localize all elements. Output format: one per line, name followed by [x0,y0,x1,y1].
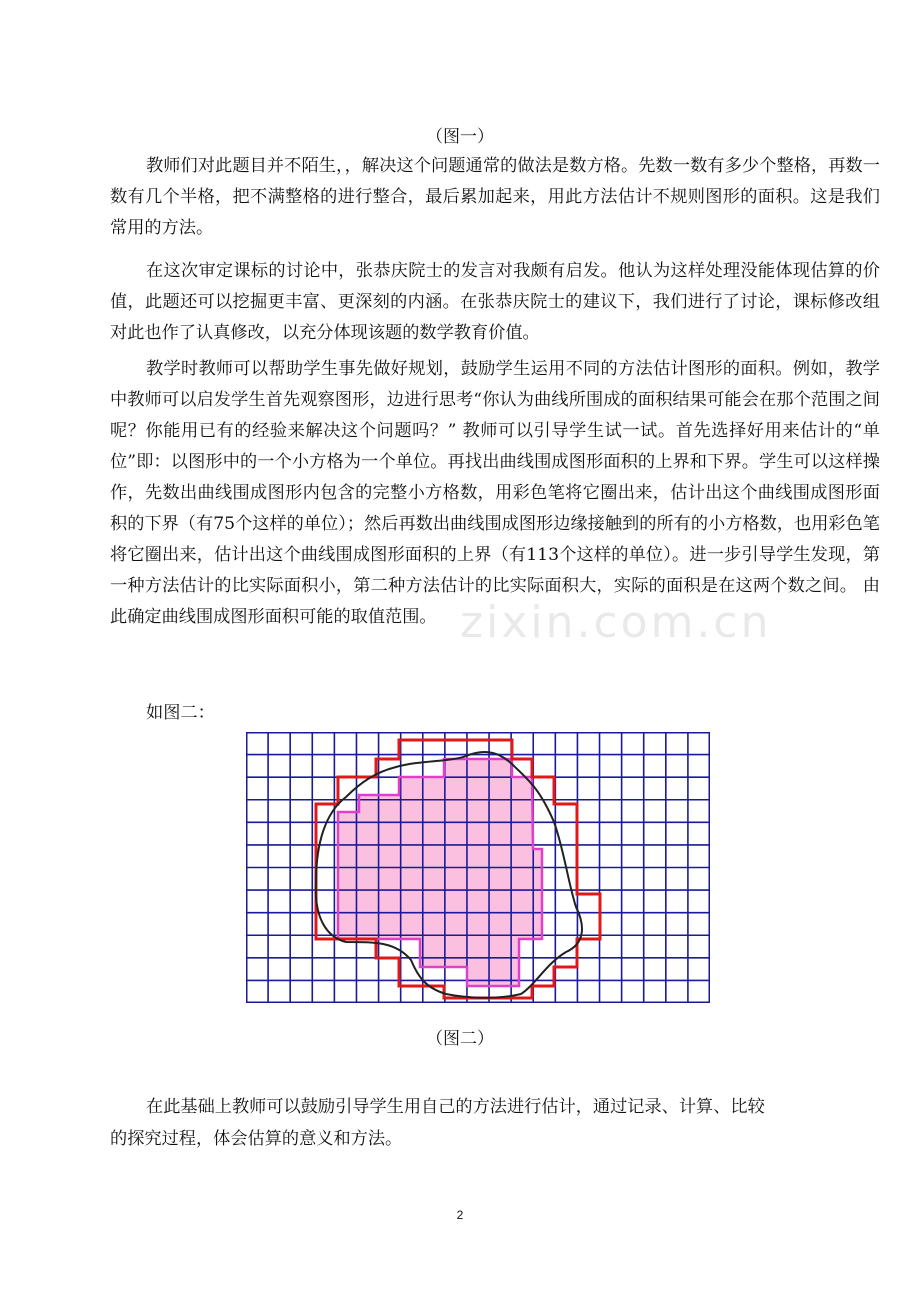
figure2-caption: （图二） [426,1029,494,1049]
page-number: 2 [456,1208,464,1222]
paragraph-2: 在这次审定课标的讨论中，张恭庆院士的发言对我颇有启发。他认为这样处理没能体现估算的价值，此题还可以挖掘更丰富、更深刻的内涵。在张恭庆院士的建议下，我们进行了讨论，课标修改组对此也作了认真修改，以充分体现该题的数学教育价值。 [110,261,880,343]
figure2-intro: 如图二： [146,703,215,723]
closing-line-1: 在此基础上教师可以鼓励引导学生用自己的方法进行估计，通过记录、计算、比较 [146,1097,765,1117]
watermark: zixin.com.cn [460,597,772,648]
closing-line-2: 的探究过程，体会估算的意义和方法。 [110,1129,403,1149]
grid-figure [246,732,710,1003]
paragraph-1: 教师们对此题目并不陌生，，解决这个问题通常的做法是数方格。先数一数有多少个整格，再数一数有几个半格，把不满整格的进行整合，最后累加起来，用此方法估计不规则图形的面积。这是我们常用的方法。 [110,156,880,238]
paragraph-3: 教学时教师可以帮助学生事先做好规划，鼓励学生运用不同的方法估计图形的面积。例如，教学中教师可以启发学生首先观察图形，边进行思考“你认为曲线所围成的面积结果可能会在那个范围之间呢？你能用已有的经验来解决这个问题吗？” 教师可以引导学生试一试。首先选择好用来估计的“单位”即：以图形中的一个小方格为一个单位。再找出曲线围成图形面积的上界和下界。学生可以这样操作，先数出曲线围成图形内包含的完整小方格数，用彩色笔将它圈出来，估计出这个曲线围成图形面积的下界（有75个这样的单位）；然后再数出曲线围成图形边缘接触到的所有的小方格数，也用彩色笔将它圈出来，估计出这个曲线围成图形面积的上界（有113个这样的单位）。进一步引导学生发现，第一种方法估计的比实际面积小，第二种方法估计的比实际面积大，实际的面积是在这两个数之间。 由此确定曲线围成图形面积可能的取值范围。 [110,359,880,627]
figure1-caption: （图一） [426,127,494,147]
